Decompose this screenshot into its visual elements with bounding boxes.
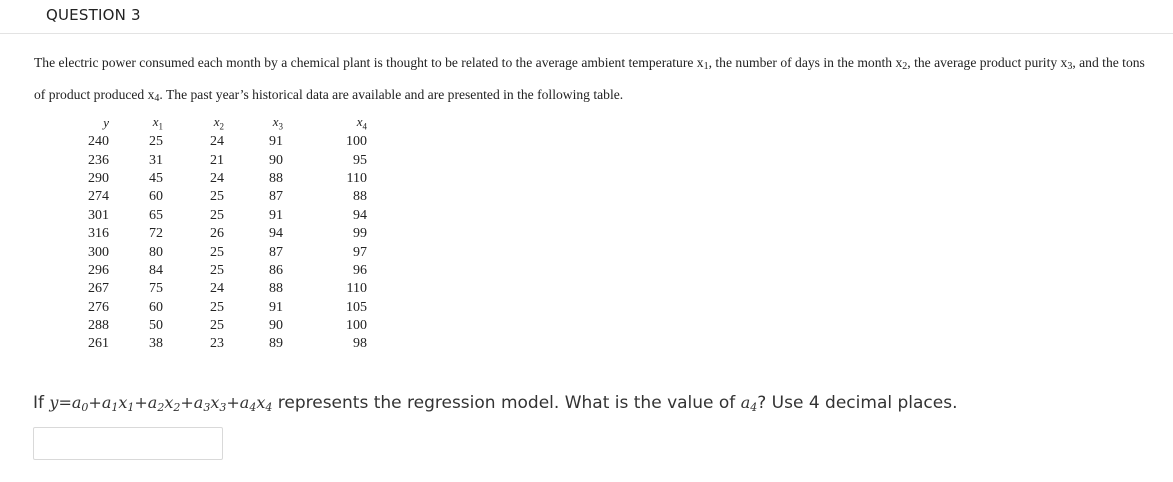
eq-y: y [49, 393, 59, 412]
intro-text-2: , the number of days in the month x [708, 55, 903, 70]
column-header-sub: 2 [219, 121, 224, 132]
table-row [77, 280, 367, 298]
table-cell-x2: 25 [210, 207, 224, 223]
table-cell-y: 261 [88, 336, 109, 352]
table-cell-y: 240 [88, 134, 109, 150]
table-row [77, 335, 367, 353]
table-cell-x3: 89 [269, 336, 283, 352]
column-header-x2 [163, 113, 224, 133]
intro-paragraph [34, 48, 1154, 112]
eq-a0-sub: 0 [81, 401, 89, 414]
intro-sub-4: 4 [154, 93, 160, 104]
table-cell-x2: 23 [210, 336, 224, 352]
table-row [77, 225, 367, 243]
column-header-x4 [283, 113, 367, 133]
header-divider [0, 33, 1173, 34]
eq-x3-sub: 3 [219, 401, 227, 414]
eq-equals: = [58, 393, 72, 412]
prompt-middle: represents the regression model. What is the value of [272, 393, 741, 413]
table-cell-x3: 90 [269, 318, 283, 334]
eq-plus: + [226, 393, 240, 412]
eq-a1: a [101, 393, 112, 412]
column-header-label: x [213, 114, 220, 130]
table-row [77, 317, 367, 335]
table-row [77, 262, 367, 280]
table-cell-x2: 24 [210, 134, 224, 150]
table-body [77, 133, 367, 354]
table-cell-x2: 25 [210, 189, 224, 205]
table-cell-x3: 86 [269, 262, 283, 278]
eq-plus: + [88, 393, 102, 412]
table-cell-y: 236 [88, 152, 109, 168]
eq-a3-sub: 3 [203, 401, 211, 414]
table-cell-x4: 95 [353, 152, 367, 168]
eq-plus: + [180, 393, 194, 412]
eq-x3: x [210, 393, 220, 412]
intro-sub-1: 1 [703, 61, 709, 72]
table-cell-x4: 99 [353, 226, 367, 242]
table-cell-y: 300 [88, 244, 109, 260]
table-cell-x3: 90 [269, 152, 283, 168]
intro-text-1: The electric power consumed each month by a chemical plant is thought to be related to the average ambient temperature x [34, 55, 704, 70]
prompt-target-var [741, 393, 758, 412]
table-cell-x2: 24 [210, 281, 224, 297]
eq-a1-sub: 1 [111, 401, 119, 414]
table-cell-x1: 72 [149, 226, 163, 242]
eq-plus: + [134, 393, 148, 412]
table-cell-x4: 96 [353, 262, 367, 278]
table-cell-x2: 25 [210, 244, 224, 260]
column-header-x1 [109, 113, 163, 133]
table-cell-x1: 65 [149, 207, 163, 223]
table-cell-x2: 25 [210, 299, 224, 315]
table-cell-x2: 21 [210, 152, 224, 168]
intro-text-3: , the average product purity x [907, 55, 1068, 70]
table-cell-x2: 25 [210, 318, 224, 334]
eq-a3: a [193, 393, 204, 412]
eq-x4-sub: 4 [265, 401, 273, 414]
equation [49, 393, 272, 412]
table-cell-x2: 25 [210, 262, 224, 278]
table-row [77, 299, 367, 317]
table-row [77, 133, 367, 151]
intro-sub-3: 3 [1067, 61, 1073, 72]
eq-x1-sub: 1 [127, 401, 135, 414]
table-header-row [77, 113, 367, 133]
table-cell-x4: 94 [353, 207, 367, 223]
table-cell-x4: 88 [353, 189, 367, 205]
column-header-label: x [356, 114, 363, 130]
column-header-x3 [224, 113, 283, 133]
eq-a2: a [147, 393, 158, 412]
table-cell-x1: 31 [149, 152, 163, 168]
table-cell-x3: 88 [269, 281, 283, 297]
eq-a4: a [239, 393, 250, 412]
eq-x2-sub: 2 [173, 401, 181, 414]
table-cell-x2: 24 [210, 170, 224, 186]
column-header-label: y [103, 115, 109, 130]
table-cell-x1: 84 [149, 262, 163, 278]
column-header-label: x [152, 114, 159, 130]
table-cell-x3: 87 [269, 189, 283, 205]
eq-x1: x [118, 393, 128, 412]
table-row [77, 151, 367, 169]
table-cell-x4: 98 [353, 336, 367, 352]
table-cell-x3: 91 [269, 134, 283, 150]
table-cell-x1: 45 [149, 170, 163, 186]
eq-a2-sub: 2 [157, 401, 165, 414]
table-cell-y: 288 [88, 318, 109, 334]
table-cell-x3: 87 [269, 244, 283, 260]
eq-a4-sub: 4 [249, 401, 257, 414]
question-intro [34, 48, 1154, 112]
table-cell-x1: 80 [149, 244, 163, 260]
eq-x4: x [256, 393, 266, 412]
table-cell-x1: 75 [149, 281, 163, 297]
table-row [77, 207, 367, 225]
column-header-sub: 3 [278, 121, 283, 132]
table-row [77, 170, 367, 188]
prompt-lead: If [33, 393, 50, 413]
data-table [77, 113, 367, 354]
table-cell-y: 267 [88, 281, 109, 297]
intro-text-5: . The past year’s historical data are available and are presented in the following table. [159, 87, 624, 102]
table-cell-y: 301 [88, 207, 109, 223]
table-cell-x1: 25 [149, 134, 163, 150]
column-header-sub: 1 [158, 121, 163, 132]
table-cell-x3: 91 [269, 299, 283, 315]
table-cell-x4: 110 [346, 281, 367, 297]
column-header-sub: 4 [362, 121, 367, 132]
table-cell-x4: 110 [346, 170, 367, 186]
table-cell-x4: 100 [346, 134, 367, 150]
target-a: a [740, 393, 751, 412]
table-cell-x2: 26 [210, 226, 224, 242]
table-cell-y: 296 [88, 262, 109, 278]
question-title: QUESTION 3 [46, 6, 141, 24]
column-header-label: x [272, 114, 279, 130]
table-cell-x1: 60 [149, 299, 163, 315]
prompt-tail: ? Use 4 decimal places. [757, 393, 958, 413]
table-cell-x4: 100 [346, 318, 367, 334]
table-cell-x3: 91 [269, 207, 283, 223]
table-cell-y: 290 [88, 170, 109, 186]
table-cell-y: 276 [88, 299, 109, 315]
table-cell-x4: 105 [346, 299, 367, 315]
answer-input[interactable] [33, 427, 223, 460]
table-cell-x1: 50 [149, 318, 163, 334]
eq-a0: a [71, 393, 82, 412]
table-cell-y: 316 [88, 226, 109, 242]
target-sub: 4 [750, 401, 758, 414]
table-row [77, 243, 367, 261]
intro-sub-2: 2 [902, 61, 908, 72]
column-header-y [77, 113, 109, 133]
table-cell-x3: 94 [269, 226, 283, 242]
eq-x2: x [164, 393, 174, 412]
table-row [77, 188, 367, 206]
table-cell-y: 274 [88, 189, 109, 205]
table-cell-x1: 38 [149, 336, 163, 352]
table-cell-x4: 97 [353, 244, 367, 260]
question-prompt [33, 393, 957, 413]
table-cell-x3: 88 [269, 170, 283, 186]
intro-text-4: , and the tons of product produced x [34, 55, 1145, 102]
table-cell-x1: 60 [149, 189, 163, 205]
